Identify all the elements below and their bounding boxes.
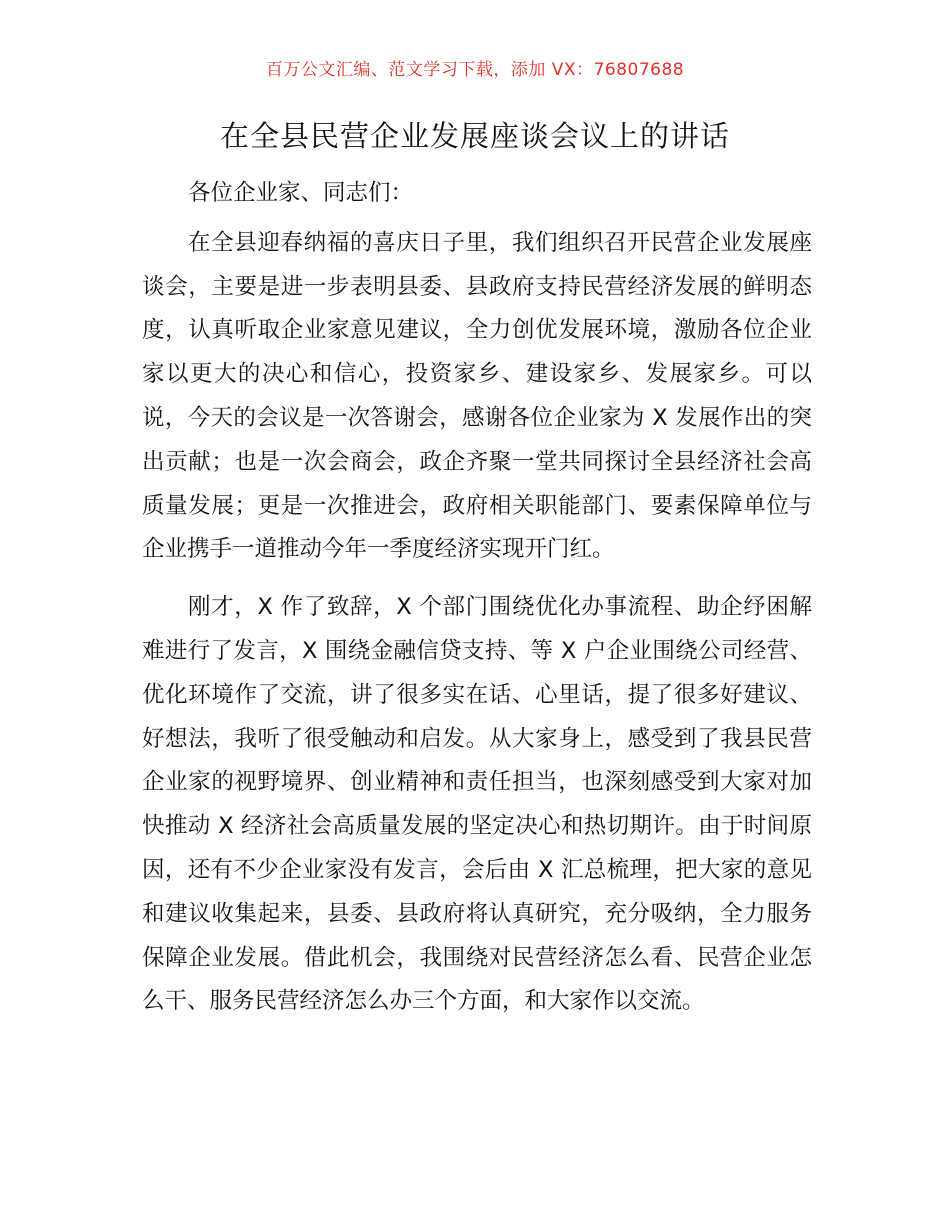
salutation: 各位企业家、同志们： bbox=[188, 180, 414, 206]
paragraph: 在全县迎春纳福的喜庆日子里，我们组织召开民营企业发展座谈会，主要是进一步表明县委、县政府支持民营经济发展的鲜明态度，认真听取企业家意见建议，全力创优发展环境，激励各位企业家以更大的决心和信心，投资家乡、建设家乡、发展家乡。可以说，今天的会议是一次答谢会，感谢各位企业家为 X 发展作出的突出贡献；也是一次会商会，政企齐聚一堂共同探讨全县经济社会高质量发展；更是一次推进会，政府相关职能部门、要素保障单位与企业携手一道推动今年一季度经济实现开门红。 bbox=[142, 229, 812, 563]
paragraph: 刚才，X 作了致辞，X 个部门围绕优化办事流程、助企纾困解难进行了发言，X 围绕金融信贷支持、等 X 户企业围绕公司经营、优化环境作了交流，讲了很多实在话、心里话，提了很多好建议、好想法，我听了很受触动和启发。从大家身上，感受到了我县民营企业家的视野境界、创业精神和责任担当，也深刻感受到大家对加快推动 X 经济社会高质量发展的坚定决心和热切期许。由于时间原因，还有不少企业家没有发言，会后由 X 汇总梳理，把大家的意见和建议收集起来，县委、县政府将认真研究，充分吸纳，全力服务保障企业发展。借此机会，我围绕对民营经济怎么看、民营企业怎么干、服务民营经济怎么办三个方面，和大家作以交流。 bbox=[142, 594, 812, 1015]
page-title: 在全县民营企业发展座谈会议上的讲话 bbox=[219, 119, 730, 153]
document-body bbox=[142, 172, 812, 1038]
header-watermark-note: 百万公文汇编、范文学习下载，添加 VX：76807688 bbox=[265, 60, 685, 80]
